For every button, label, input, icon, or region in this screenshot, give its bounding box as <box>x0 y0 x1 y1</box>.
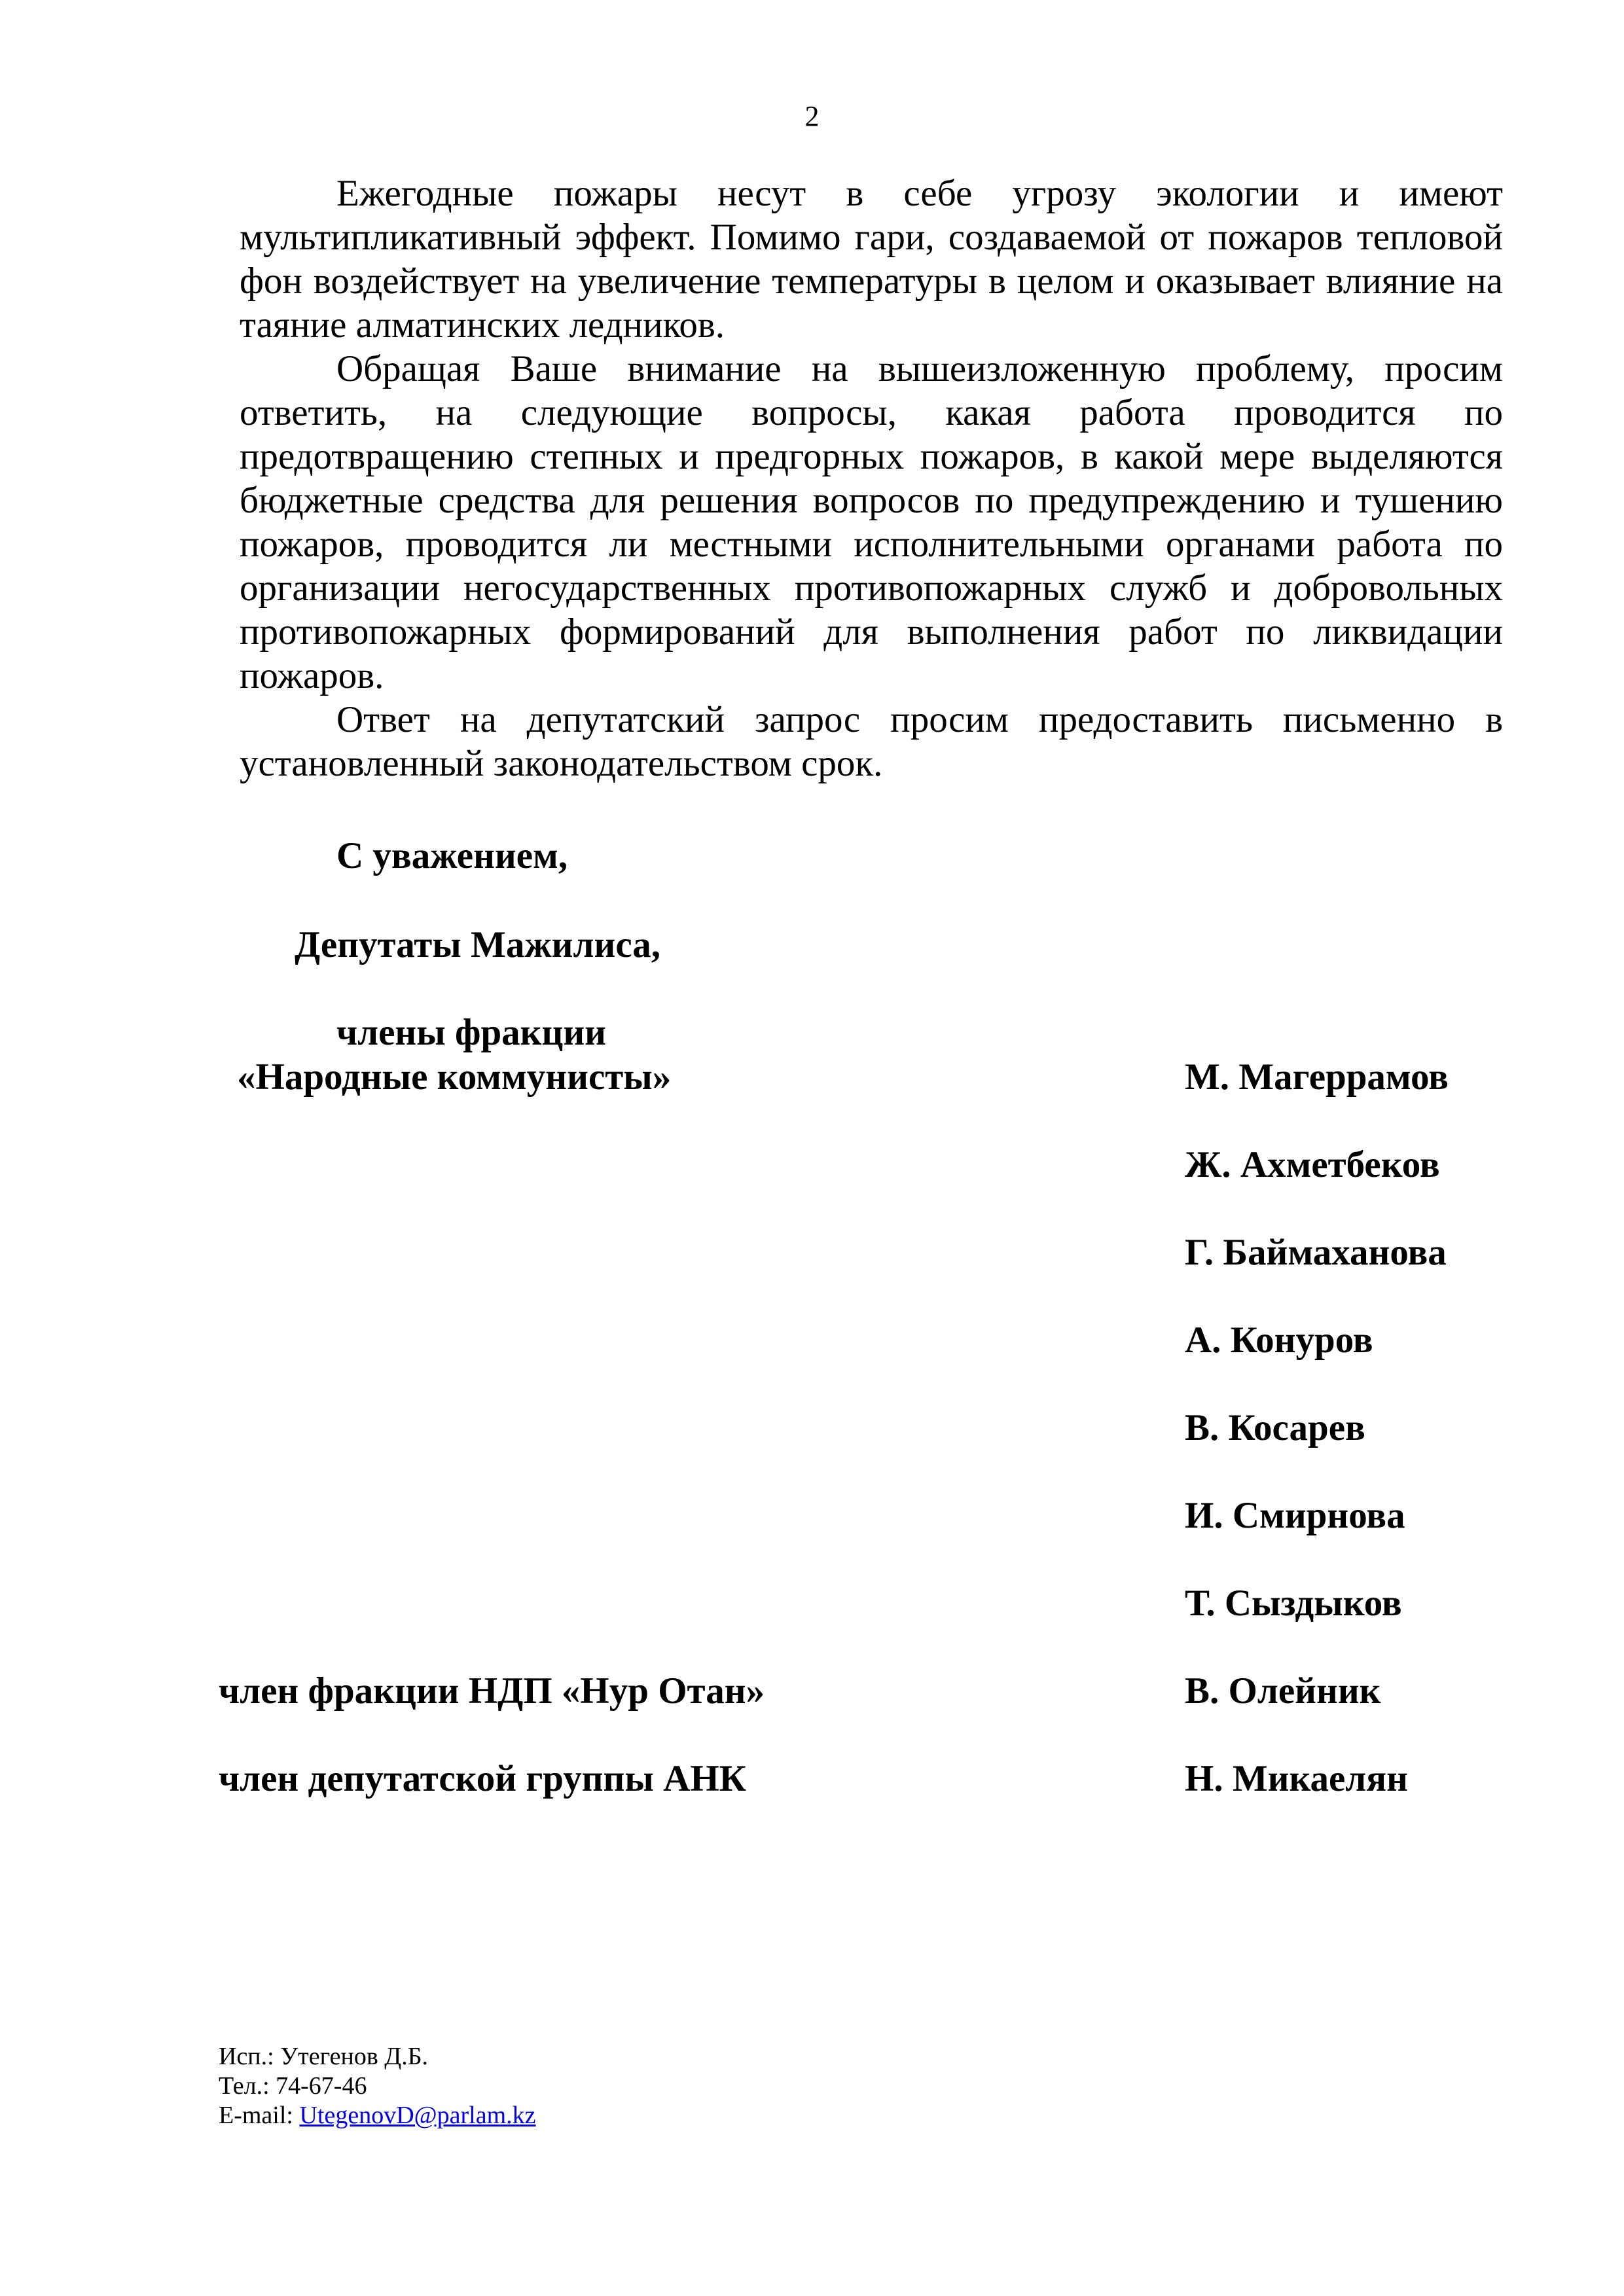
signatory-name: В. Косарев <box>1185 1407 1365 1448</box>
signatory-name: В. Олейник <box>1185 1670 1381 1712</box>
faction-members-label: члены фракции <box>336 1012 607 1053</box>
page-number: 2 <box>804 100 820 132</box>
paragraph-2: Обращая Ваше внимание на вышеизложенную проблему, просим ответить, на следующие вопросы, какая работа проводится по предотвращению степных и предгорных пожаров, в какой мере выделяются бюджетные средства для решения вопросов по предупреждению и тушению пожаров, проводится ли местными исполнительными органами работа по организации негосударственных противопожарных служб и добровольных противопожарных формирований для выполнения работ по ликвидации пожаров. <box>240 348 1503 696</box>
signatory-name: Г. Баймаханова <box>1185 1232 1447 1273</box>
signatory-name: Н. Микаелян <box>1185 1758 1408 1799</box>
email-line <box>219 2101 536 2130</box>
email-label: E-mail: <box>219 2102 300 2129</box>
signatory-name: Т. Сыздыков <box>1185 1583 1402 1624</box>
footer-contacts <box>219 2042 536 2130</box>
signatory-name: А. Конуров <box>1185 1319 1373 1361</box>
nur-otan-label: член фракции НДП «Нур Отан» <box>219 1670 765 1712</box>
executor-line: Исп.: Утегенов Д.Б. <box>219 2043 429 2070</box>
letter-body <box>240 171 1503 785</box>
phone-line: Тел.: 74-67-46 <box>219 2072 367 2100</box>
email-link[interactable]: UtegenovD@parlam.kz <box>299 2102 536 2129</box>
paragraph-3: Ответ на депутатский запрос просим предоставить письменно в установленный законодательством срок. <box>240 699 1503 784</box>
closing-salutation: С уважением, <box>336 835 568 876</box>
signatory-name: И. Смирнова <box>1185 1495 1405 1536</box>
faction-name: «Народные коммунисты» <box>237 1056 672 1098</box>
signatories-heading: Депутаты Мажилиса, <box>295 924 661 965</box>
paragraph-1: Ежегодные пожары несут в себе угрозу экологии и имеют мультипликативный эффект. Помимо гари, создаваемой от пожаров тепловой фон воздействует на увеличение температуры в целом и оказывает влияние на таяние алматинских ледников. <box>240 173 1503 346</box>
signatory-name: Ж. Ахметбеков <box>1185 1144 1440 1185</box>
ank-label: член депутатской группы АНК <box>219 1758 746 1799</box>
signatory-name: М. Магеррамов <box>1185 1056 1449 1098</box>
